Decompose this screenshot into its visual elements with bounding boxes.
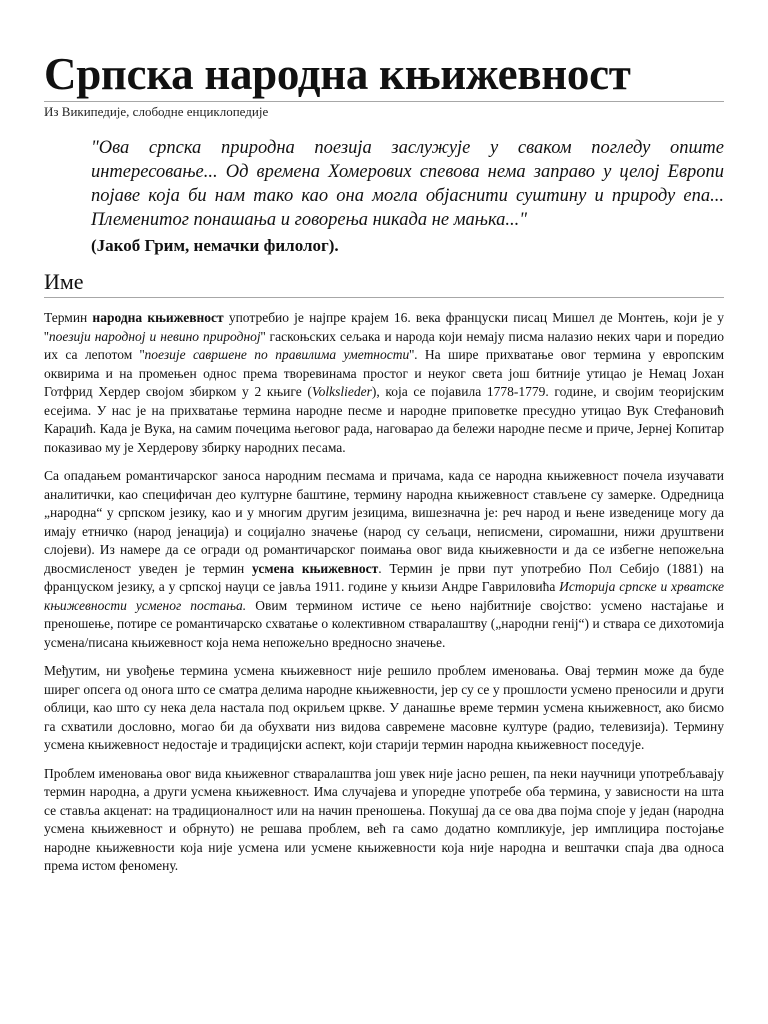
text-run: Међутим, ни увођење термина усмена књижевност није решило проблем именовања. Овај термин може да буде ширег опсега од онога што се сматра делима народне књижевности, јер су се у прошлости усмено преносили и други облици, као што су нека дела настала под окриљем цркве. У данашње време термин усмена књижевност, ако бисмо га схватили дословно, могао би да обухвати низ видова савремене масовне културе (радио, телевизија). Термину усмена књижевност недостаје и традицијски аспект, који старији термин народна књижевност поседује.	[44, 663, 724, 752]
italic-quote: поезији народној и невино природној	[48, 328, 261, 344]
text-run: Термин	[44, 310, 93, 325]
paragraph-1	[44, 309, 724, 457]
quote-author: (Јакоб Грим, немачки филолог).	[91, 236, 339, 255]
section-divider	[44, 297, 724, 298]
paragraph-3	[44, 662, 724, 755]
paragraph-2	[44, 467, 724, 652]
text-run: ), која се појавила 1778-1779. године, и својим теоријским есејима. У нас је на прихватање термина народне песме и народне приповетке пресудно утицао Вук Стефановић Караџић. Када је Вука, на самим почецима његовог рада, наговарао да бележи народне песме и приче, Јернеј Копитар показивао му је Хердерову збирку народних песама.	[44, 384, 724, 455]
text-run: употребио је најпре крајем 16. века француски писац Мишел де Монтењ, који је у ''	[44, 310, 724, 344]
text-run: . Термин је први пут употребио Пол Себијо (1881) на француском језику, а у српској науци се јавља 1911. године у књизи Андре Гавриловића	[44, 560, 724, 594]
italic-book-title: Историја српске и хрватске књижевности усменог постања.	[44, 579, 724, 613]
page-title: Српска народна књижевност	[44, 49, 631, 99]
text-run: Проблем именовања овог вида књижевног стваралаштва још увек није јасно решен, па неки научници употребљавају термин народна, а други усмена књижевност. Има случајева и упоредне употребе оба термина, у зависности на шта се ставља акценат: на традиционалност или на начин преношења. Покушај да се ова два појма споје у један (народна усмена књижевност и обрнуто) не решава проблем, већ га само додатно компликује, јер имплицира постојање народне књижевности која није усмена или усмене књижевности која није народна и вештачки спаја два односа према истом феномену.	[44, 765, 724, 873]
term-link-narodna[interactable]: народна књижевност	[92, 310, 224, 325]
term-link-usmena[interactable]: усмена књижевност	[252, 560, 379, 576]
page-subtitle: Из Википедије, слободне енциклопедије	[44, 104, 269, 119]
title-divider	[44, 101, 724, 102]
paragraph-4	[44, 765, 724, 876]
italic-quote: поезије савршене по правилима уметности	[144, 347, 410, 362]
text-run: '' гаскоњских сељака и народа који немају писма налазио неких чари и поредио их са лепотом ''	[44, 328, 724, 362]
text-run: ''. На шире прихватање овог термина у европским оквирима и на промењен однос према творевинама простог и неуког света још битније утицао је Немац Јохан Готфрид Хердер својом збирком у 2 књиге (	[44, 347, 724, 399]
text-run: Са опадањем романтичарског заноса народним песмама и причама, када се народна књижевност почела изучавати аналитички, као специфичан део културне баштине, термину народна књижевност стављене су замерке. Одредница „народна“ у српском језику, као и у многим другим језицима, вишезначна је: реч народ и њене изведенице могу да имају етничко (народ јенација) и социјално значење (народ су сељаци, неписмени, сиромашни, нижи друштвени слојеви). Из намере да се огради од романтичарског поимања овог вида књижевности и да се избегне непожељна двосмисленост уведен је термин	[44, 468, 724, 576]
epigraph-quote	[91, 136, 724, 258]
section-heading: Име	[44, 269, 84, 294]
italic-title: Volkslieder	[311, 384, 372, 399]
quote-text: "Ова српска природна поезија заслужује у сваком погледу опште интересовање... Од времена Хомерових спевова нема заправо у целој Европи појаве која би нам тако као она могла објаснити суштину и природу епа... Племенитог понашања и говорења никада не мањка..."	[91, 138, 724, 230]
article	[44, 48, 724, 876]
text-run: Овим термином истиче се њено најбитније својство: усмено настајање и преношење, потире се романтичарско схватање о колективном стваралаштву („народни генij“) и ствара се дихотомија усмена/писана књижевност која нема непожељно вредносно значење.	[44, 597, 724, 650]
